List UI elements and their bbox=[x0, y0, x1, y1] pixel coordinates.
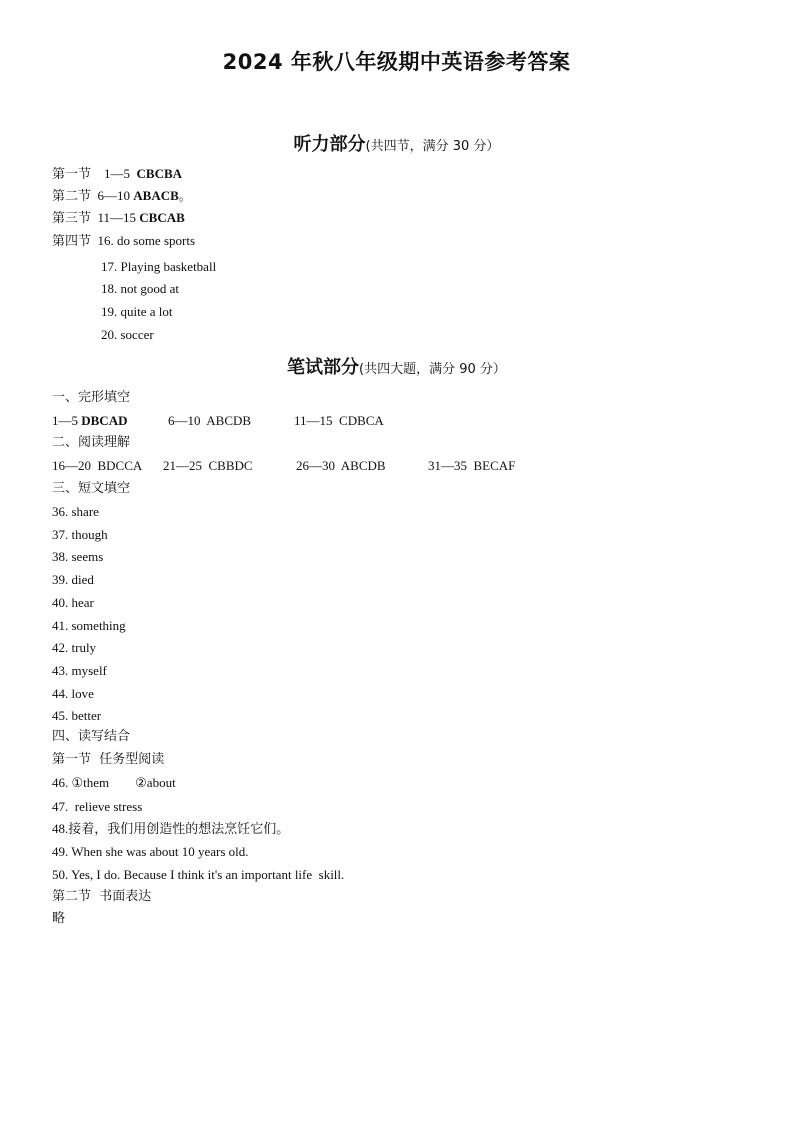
list-item: 40. hear bbox=[52, 595, 94, 610]
question-47: 47. relieve stress bbox=[52, 799, 143, 814]
listening-heading-text: 听力部分 bbox=[293, 134, 366, 155]
listening-section-1 bbox=[52, 165, 182, 184]
part-4-section-2: 第二节 书面表达 bbox=[52, 889, 152, 904]
question-50: 50. Yes, I do. Because I think it's an important life skill. bbox=[52, 867, 345, 882]
question-49: 49. When she was about 10 years old. bbox=[52, 844, 249, 859]
section-label: 第四节 bbox=[52, 234, 92, 249]
answer-item: 17. Playing basketball bbox=[101, 259, 217, 274]
answer: 接着，我们用创造性的想法烹饪它们。 bbox=[68, 822, 290, 837]
question-number: 48. bbox=[52, 821, 69, 836]
omitted-note: 略 bbox=[52, 911, 66, 926]
listening-heading-note: (共四节，满分 30 分） bbox=[365, 139, 500, 154]
answer: ①them bbox=[71, 775, 110, 790]
list-item: 45. better bbox=[52, 708, 102, 723]
part-4-title: 四、读写结合 bbox=[52, 729, 131, 744]
part-2-group-1: 16—20 BDCCA bbox=[52, 458, 143, 473]
answers: CBCBA bbox=[136, 166, 183, 181]
listening-heading bbox=[0, 130, 793, 156]
part-1-group-3: 11—15 CDBCA bbox=[294, 413, 384, 428]
question-48 bbox=[52, 820, 289, 839]
part-3-title: 三、短文填空 bbox=[52, 481, 131, 496]
writing-heading-note: (共四大题，满分 90 分） bbox=[359, 362, 506, 377]
list-item: 39. died bbox=[52, 572, 94, 587]
document-title: 2024 年秋八年级期中英语参考答案 bbox=[222, 50, 571, 74]
range: 1—5 bbox=[52, 413, 78, 428]
range: 1—5 bbox=[104, 166, 131, 181]
list-item: 41. something bbox=[52, 618, 126, 633]
answer-item: 16. do some sports bbox=[97, 233, 196, 248]
part-2-group-2: 21—25 CBBDC bbox=[163, 458, 253, 473]
answers: DBCAD bbox=[81, 413, 128, 428]
section-label: 第三节 bbox=[52, 211, 92, 226]
answer: ②about bbox=[135, 775, 176, 790]
list-item: 43. myself bbox=[52, 663, 107, 678]
range: 6—10 bbox=[97, 188, 131, 203]
answer-item: 19. quite a lot bbox=[101, 304, 173, 319]
writing-heading-text: 笔试部分 bbox=[287, 357, 360, 378]
answer-item: 18. not good at bbox=[101, 281, 179, 296]
list-item: 38. seems bbox=[52, 549, 104, 564]
part-2-group-3: 26—30 ABCDB bbox=[296, 458, 386, 473]
list-item: 36. share bbox=[52, 504, 99, 519]
listening-section-3 bbox=[52, 209, 185, 228]
listening-section-2 bbox=[52, 187, 192, 206]
punctuation: 。 bbox=[178, 189, 192, 204]
listening-section-4 bbox=[52, 232, 195, 251]
part-1-answers bbox=[52, 412, 127, 430]
list-item: 37. though bbox=[52, 527, 108, 542]
list-item: 44. love bbox=[52, 686, 94, 701]
part-2-group-4: 31—35 BECAF bbox=[428, 458, 516, 473]
question-number: 46. bbox=[52, 775, 69, 790]
answers: CBCAB bbox=[139, 210, 185, 225]
part-1-title: 一、完形填空 bbox=[52, 390, 131, 405]
answers: ABACB bbox=[133, 188, 179, 203]
list-item: 42. truly bbox=[52, 640, 97, 655]
section-label: 第一节 bbox=[52, 167, 92, 182]
part-2-title: 二、阅读理解 bbox=[52, 435, 131, 450]
part-4-section-1: 第一节 任务型阅读 bbox=[52, 752, 165, 767]
range: 11—15 bbox=[97, 210, 137, 225]
answer-item: 20. soccer bbox=[101, 327, 154, 342]
part-1-group-2: 6—10 ABCDB bbox=[168, 413, 252, 428]
question-46 bbox=[52, 774, 176, 792]
writing-heading bbox=[0, 353, 793, 379]
section-label: 第二节 bbox=[52, 189, 92, 204]
